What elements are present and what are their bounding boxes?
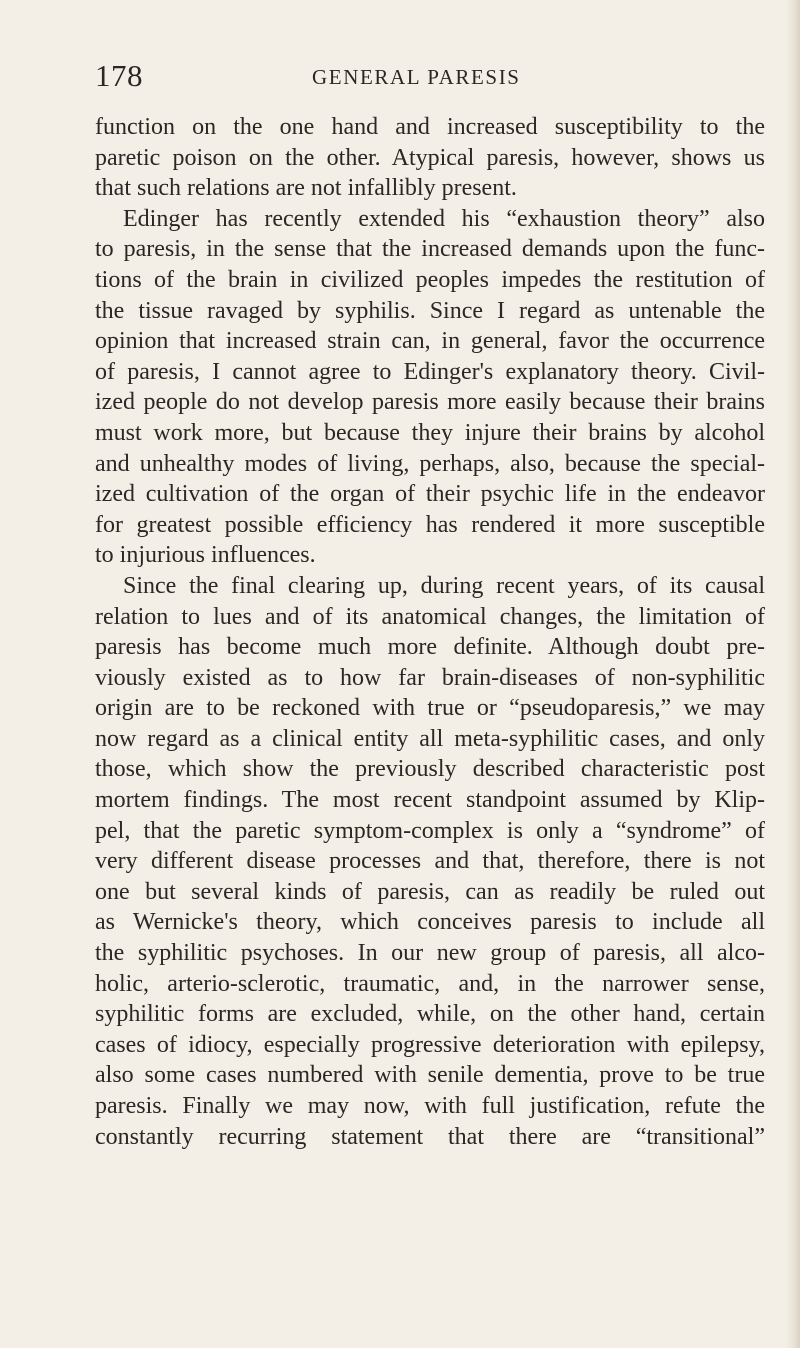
running-head	[95, 58, 765, 94]
text-line: as Wernicke's theory, which conceives paresis to include all	[95, 909, 765, 936]
text-line: syphilitic forms are excluded, while, on the other hand, certain	[95, 1001, 765, 1028]
text-line: constantly recurring statement that there are “transitional”	[95, 1123, 765, 1150]
text-line: holic, arterio-sclerotic, traumatic, and, in the narrower sense,	[95, 970, 765, 997]
text-line: must work more, but because they injure their brains by alcohol	[95, 419, 765, 446]
text-line: function on the one hand and increased susceptibility to the	[95, 114, 765, 140]
text-line: to paresis, in the sense that the increased demands upon the func-	[95, 236, 765, 263]
text-line: those, which show the previously described characteristic post	[95, 756, 765, 783]
body-text	[95, 112, 765, 1152]
text-line: cases of idiocy, especially progressive deterioration with epilepsy,	[95, 1031, 765, 1058]
text-line: opinion that increased strain can, in general, favor the occurrence	[95, 328, 765, 355]
text-line: paretic poison on the other. Atypical paresis, however, shows us	[95, 144, 765, 171]
text-line: now regard as a clinical entity all meta-syphilitic cases, and only	[95, 725, 765, 752]
text-line: paresis. Finally we may now, with full justification, refute the	[95, 1093, 765, 1119]
text-line: very different disease processes and that, therefore, there is not	[95, 848, 765, 875]
text-line: pel, that the paretic symptom-complex is only a “syndrome” of	[95, 817, 765, 844]
text-line: ized people do not develop paresis more easily because their brains	[95, 389, 765, 416]
text-line: the tissue ravaged by syphilis. Since I regard as untenable the	[95, 297, 765, 324]
text-line: Since the final clearing up, during recent years, of its causal	[123, 572, 765, 599]
text-line: origin are to be reckoned with true or “pseudoparesis,” we may	[95, 695, 765, 722]
text-line: that such relations are not infallibly present.	[95, 175, 517, 202]
text-line: viously existed as to how far brain-diseases of non-syphilitic	[95, 664, 765, 691]
text-line: Edinger has recently extended his “exhaustion theory” also	[123, 205, 765, 232]
text-line: relation to lues and of its anatomical changes, the limitation of	[95, 603, 765, 630]
text-line: also some cases numbered with senile dementia, prove to be true	[95, 1062, 765, 1089]
text-line: for greatest possible efficiency has rendered it more susceptible	[95, 511, 765, 538]
text-line: to injurious influences.	[95, 542, 316, 569]
running-title: GENERAL PARESIS	[312, 65, 521, 89]
text-line: tions of the brain in civilized peoples impedes the restitution of	[95, 266, 765, 293]
text-line: one but several kinds of paresis, can as readily be ruled out	[95, 878, 765, 905]
text-line: and unhealthy modes of living, perhaps, also, because the special-	[95, 450, 765, 477]
page-number: 178	[95, 58, 143, 93]
text-line: of paresis, I cannot agree to Edinger's explanatory theory. Civil-	[95, 358, 765, 385]
text-line: mortem findings. The most recent standpoint assumed by Klip-	[95, 787, 765, 814]
text-line: ized cultivation of the organ of their psychic life in the endeavor	[95, 481, 765, 508]
page-edge-shadow	[786, 0, 800, 1348]
text-line: the syphilitic psychoses. In our new group of paresis, all alco-	[95, 940, 765, 967]
text-line: paresis has become much more definite. Although doubt pre-	[95, 634, 765, 661]
